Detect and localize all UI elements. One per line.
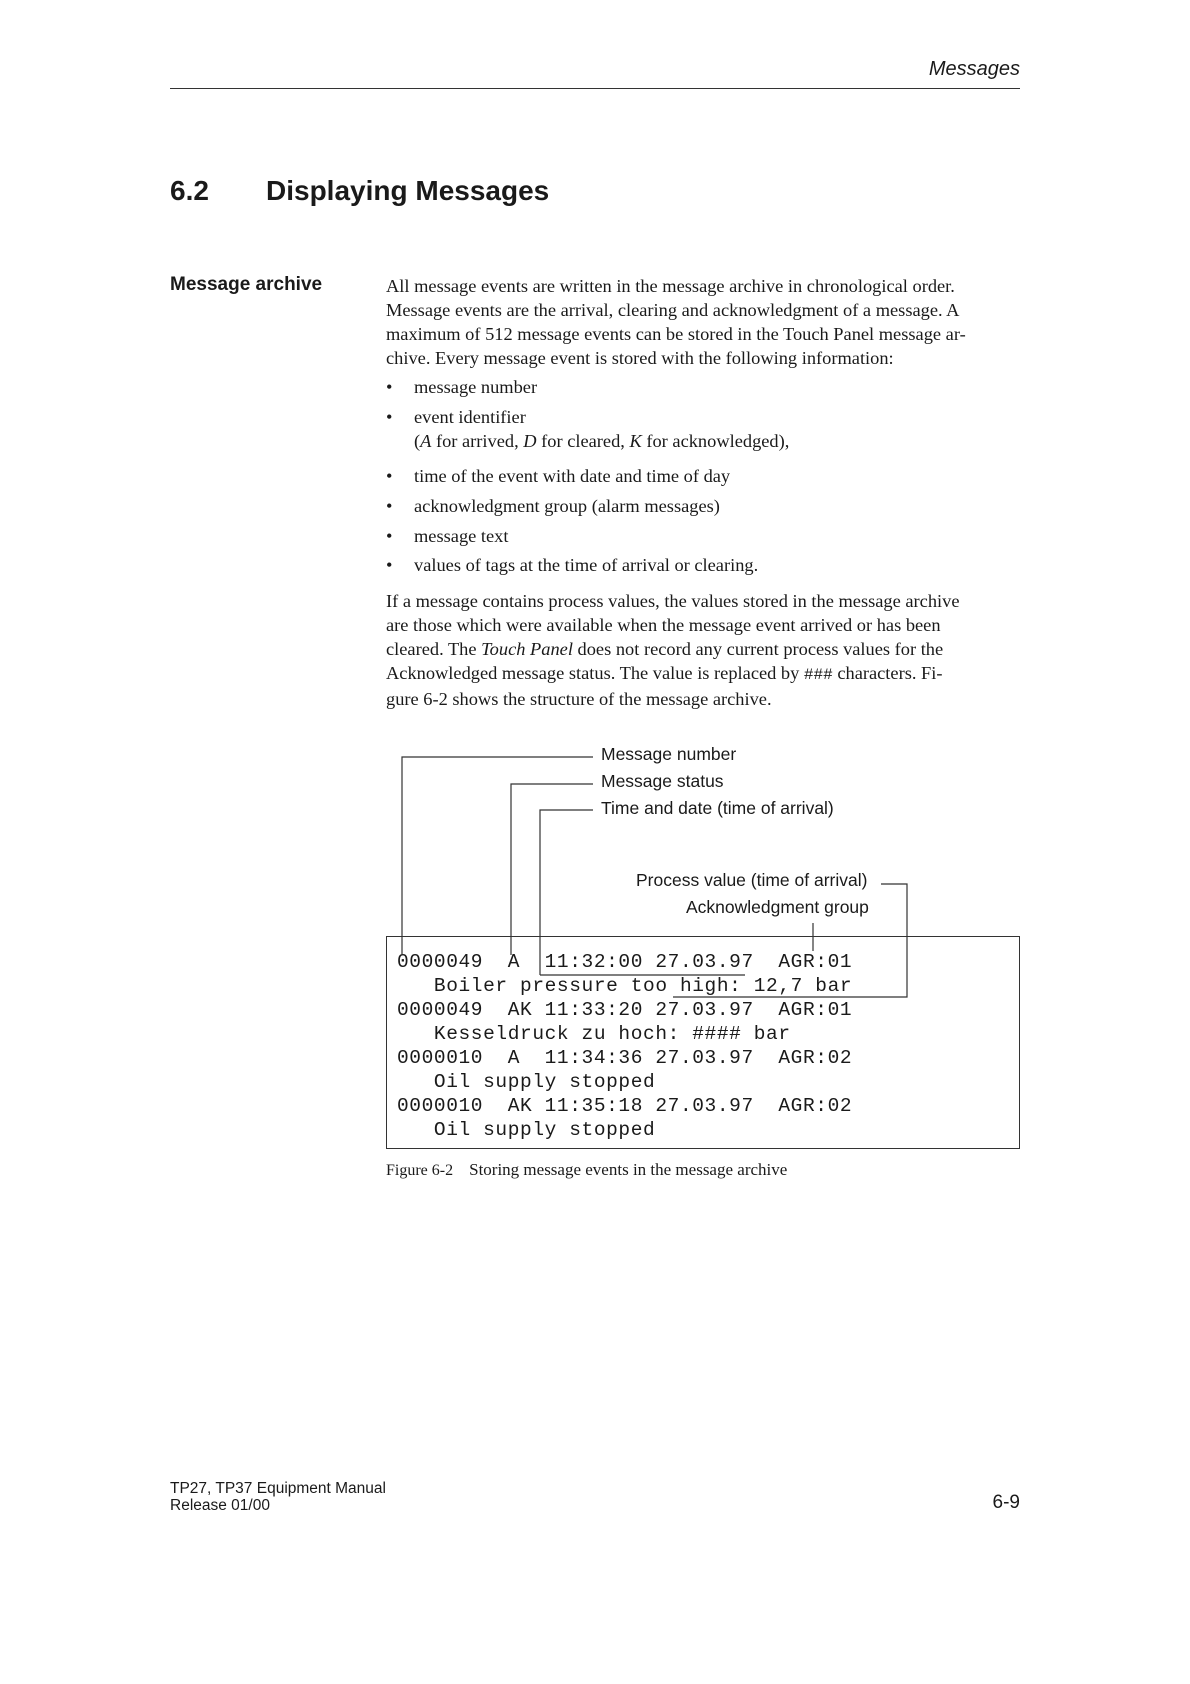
paragraph-line: gure 6-2 shows the structure of the message archive. bbox=[386, 689, 772, 709]
bullet-text: event identifier bbox=[414, 407, 526, 427]
bullet-text: acknowledgment group (alarm messages) bbox=[414, 496, 720, 516]
bullet-dot: • bbox=[386, 526, 393, 546]
bullet-dot: • bbox=[386, 496, 393, 516]
footer-manual-info bbox=[170, 1480, 386, 1514]
intro-line: Message events are the arrival, clearing and acknowledgment of a message. A bbox=[386, 300, 960, 320]
intro-line: chive. Every message event is stored with the following information: bbox=[386, 348, 894, 368]
manual-title: TP27, TP37 Equipment Manual bbox=[170, 1480, 386, 1497]
bullet-dot: • bbox=[386, 555, 393, 575]
running-head: Messages bbox=[928, 58, 1020, 80]
label-ack-group: Acknowledgment group bbox=[686, 897, 869, 917]
intro-line: All message events are written in the message archive in chronological order. bbox=[386, 276, 955, 296]
label-process-value: Process value (time of arrival) bbox=[636, 870, 868, 890]
label-time-date: Time and date (time of arrival) bbox=[601, 798, 834, 818]
label-message-number: Message number bbox=[601, 744, 737, 764]
bullet-dot: • bbox=[386, 466, 393, 486]
archive-line: 0000010 AK 11:35:18 27.03.97 AGR:02 bbox=[397, 1095, 853, 1117]
section-title: Displaying Messages bbox=[266, 175, 550, 206]
figure-caption bbox=[386, 1160, 787, 1180]
bullet-dot: • bbox=[386, 407, 393, 427]
caption-number: Figure 6-2 bbox=[386, 1162, 454, 1179]
bullet-text: message number bbox=[414, 377, 538, 397]
bullet-dot: • bbox=[386, 377, 393, 397]
side-heading: Message archive bbox=[170, 274, 323, 295]
paragraph-line: If a message contains process values, the values stored in the message archive bbox=[386, 591, 960, 611]
leader-message-number bbox=[402, 757, 593, 955]
archive-line: 0000049 AK 11:33:20 27.03.97 AGR:01 bbox=[397, 999, 853, 1021]
intro-line: maximum of 512 message events can be stored in the Touch Panel message ar- bbox=[386, 324, 966, 344]
event-identifier-detail: (A for arrived, D for cleared, K for acknowledged), bbox=[414, 431, 790, 451]
archive-line: 0000010 A 11:34:36 27.03.97 AGR:02 bbox=[397, 1047, 853, 1069]
archive-line: Boiler pressure too high: 12,7 bar bbox=[397, 975, 853, 997]
archive-line: 0000049 A 11:32:00 27.03.97 AGR:01 bbox=[397, 951, 853, 973]
page-number: 6-9 bbox=[992, 1492, 1020, 1513]
label-message-status: Message status bbox=[601, 771, 724, 791]
bullet-text: time of the event with date and time of day bbox=[414, 466, 731, 486]
archive-line: Oil supply stopped bbox=[397, 1119, 656, 1141]
caption-text: Storing message events in the message archive bbox=[469, 1160, 788, 1179]
leader-process-value bbox=[673, 884, 907, 997]
paragraph-line: cleared. The Touch Panel does not record any current process values for the bbox=[386, 639, 944, 659]
bullet-text: message text bbox=[414, 526, 509, 546]
bullet-text: values of tags at the time of arrival or clearing. bbox=[414, 555, 759, 575]
paragraph-line: Acknowledged message status. The value is replaced by ### characters. Fi- bbox=[386, 663, 943, 684]
archive-line: Oil supply stopped bbox=[397, 1071, 656, 1093]
release-info: Release 01/00 bbox=[170, 1497, 270, 1514]
paragraph-line: are those which were available when the message event arrived or has been bbox=[386, 615, 941, 635]
leader-time-date bbox=[540, 810, 593, 975]
archive-line: Kesseldruck zu hoch: #### bar bbox=[397, 1023, 791, 1045]
section-number: 6.2 bbox=[170, 175, 209, 206]
